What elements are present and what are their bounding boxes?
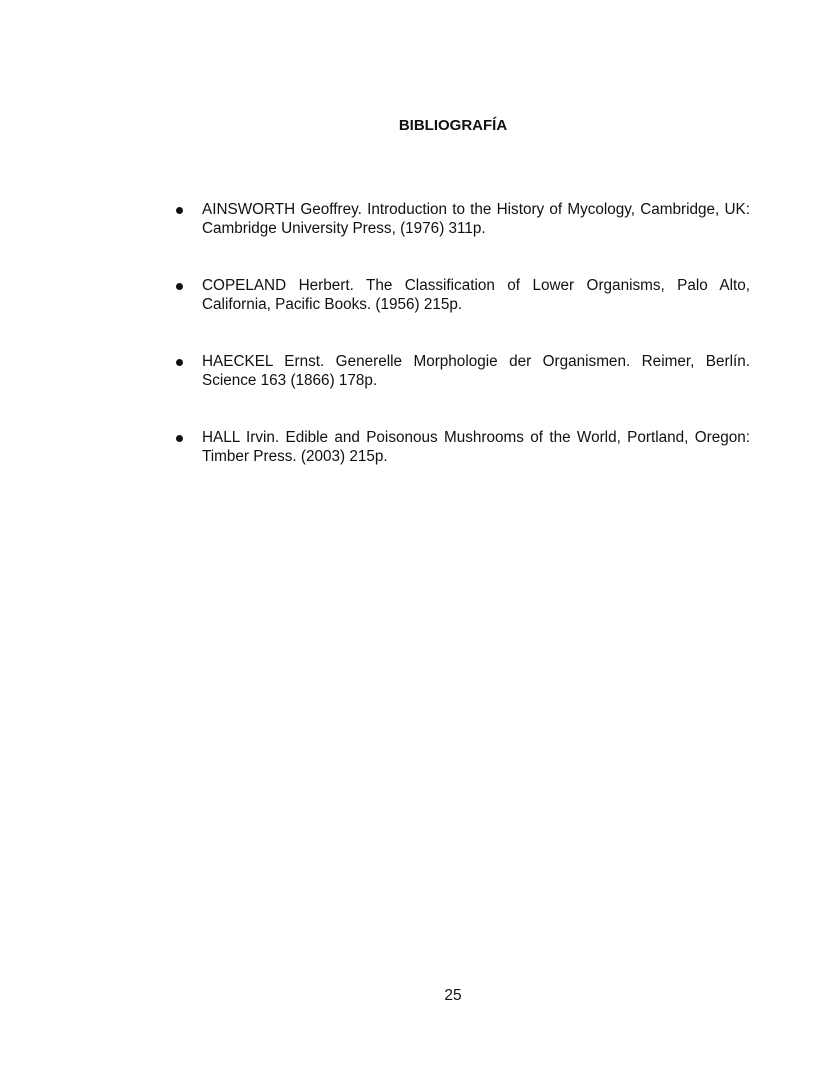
reference-item: HAECKEL Ernst. Generelle Morphologie der Organismen. Reimer, Berlín. Science 163 (1866) 178p. bbox=[202, 353, 750, 389]
reference-item: AINSWORTH Geoffrey. Introduction to the History of Mycology, Cambridge, UK: Cambridge University Press, (1976) 311p. bbox=[202, 201, 750, 237]
bullet-icon bbox=[176, 359, 183, 366]
page-number: 25 bbox=[444, 987, 462, 1004]
reference-item: HALL Irvin. Edible and Poisonous Mushrooms of the World, Portland, Oregon: Timber Press. (2003) 215p. bbox=[202, 429, 750, 465]
reference-item: COPELAND Herbert. The Classification of Lower Organisms, Palo Alto, California, Pacific Books. (1956) 215p. bbox=[202, 277, 750, 313]
bullet-icon bbox=[176, 435, 183, 442]
bullet-icon bbox=[176, 283, 183, 290]
page-title: BIBLIOGRAFÍA bbox=[398, 117, 508, 134]
bullet-icon bbox=[176, 207, 183, 214]
